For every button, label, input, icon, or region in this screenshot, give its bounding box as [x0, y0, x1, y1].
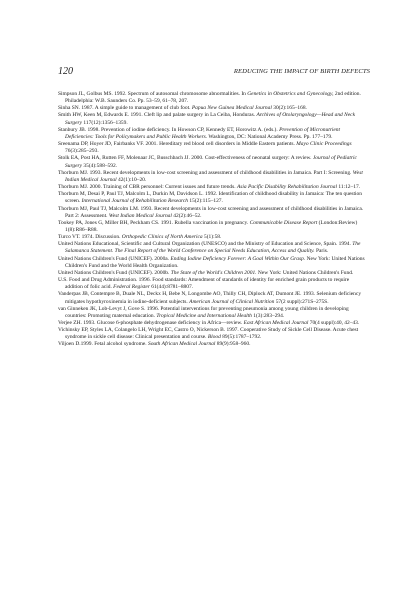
- page-number: 120: [58, 66, 73, 77]
- reference-entry: Smith HW, Keen M, Edwards E. 1991. Cleft lip and palate surgery in La Ceiba, Honduras. Archives of Otolaryngology—Head and Neck Surgery 117(12):1356–1359.: [58, 112, 355, 126]
- reference-entry: Vichinsky EP, Styles LA, Colangelo LH, Wright EC, Castro O, Nickerson B. 1997. Cooperative Study of Sickle Cell Disease. Acute chest syndrome in sickle cell disease: Clinical presentation and course. Blood 89(5):1787–1792.: [58, 327, 359, 341]
- reference-entry: Thorburn M, Desai P, Paul TJ, Malcolm L, Durkin M, Davidson L. 1992. Identification of childhood disability in Jamaica: The ten question screen. International Journal of Rehabilitation Research 15(2):115–127.: [58, 191, 362, 205]
- reference-entry: United Nations Children's Fund (UNICEF). 2000b. The State of the World's Children 2001. New York: United Nations Children's Fund.: [58, 269, 354, 276]
- reference-entry: Sreenama DP, Hoyer JD, Fairbanks VF. 2001. Hereditary red blood cell disorders in Middle Eastern patients. Mayo Clinic Proceedings 76(3):285–293.: [58, 141, 352, 155]
- reference-entry: Verjee ZH. 1993. Glucose 6-phosphate dehydrogenase deficiency in Africa—review. East African Medical Journal 70(4 suppl):40, 42–43.: [58, 320, 360, 326]
- reference-entry: Vanderpas JB, Contempre B, Duale NL, Deckx H, Bebe N, Longombe AO, Thilly CH, Diplock AT, Dumont JE. 1993. Selenium deficiency mitigates hypothyroxinemia in iodine-deficient subjects. American Journal of Clinical Nutrition 57(2 suppl):271S–275S.: [58, 291, 362, 305]
- reference-entry: Thorburn MJ. 1993. Recent developments in low-cost screening and assessment of childhood disabilities in Jamaica. Part I: Screening. West Indian Medical Journal 42(1):10–20.: [58, 169, 363, 183]
- reference-entry: United Nations Educational, Scientific and Cultural Organization (UNESCO) and the Ministry of Education and Science, Spain. 1994. The Salamanca Statement. The Final Report of the World Conference on Special Needs Education, Access and Quality. Paris.: [58, 241, 361, 255]
- running-header: [58, 66, 370, 78]
- reference-entry: Tookey PA, Jones G, Miller BH, Peckham CS. 1991. Rubella vaccination in pregnancy. Communicable Disease Report (London:Review) 1(8):R86–R88.: [58, 219, 358, 233]
- reference-entry: Thorburn MJ, Paul TJ, Malcolm LM. 1993. Recent developments in low-cost screening and assessment of childhood disabilities in Jamaica. Part 2: Assessment. West Indian Medical Journal 42(2):46–52.: [58, 205, 364, 219]
- reference-list: [58, 91, 368, 349]
- reference-entry: Turco VT. 1974. Discussion. Orthopedic Clinics of North America 5(1):58.: [58, 234, 222, 241]
- reference-entry: Stolk EA, Post HA, Rutten FF, Molenaar JC, Busschbach JJ. 2000. Cost-effectiveness of neonatal surgery: A review. Journal of Pediatric Surgery 35(4):588–592.: [58, 155, 357, 169]
- reference-entry: United Nations Children's Fund (UNICEF). 2000a. Ending Iodine Deficiency Forever: A Goal Within Our Grasp. New York: United Nations Children's Fund and the World Health Organization.: [58, 255, 365, 269]
- reference-entry: Thorburn MJ. 2000. Training of CBR personnel: Current issues and future trends. Asia Pacific Disability Rehabilitation Journal 11:12–17.: [58, 184, 361, 191]
- reference-entry: Viljoen D.1999. Fetal alcohol syndrome. South African Medical Journal 89(9):958–960.: [58, 341, 251, 348]
- reference-entry: Sinha SN. 1987. A simple guide to management of club foot. Papua New Guinea Medical Journal 30(2):165–168.: [58, 105, 307, 112]
- running-title: REDUCING THE IMPACT OF BIRTH DEFECTS: [233, 68, 370, 75]
- reference-entry: van Ginneken JK, Lob-Levyt J, Gove S. 1996. Potential interventions for preventing pneumonia among young children in developing countries: Promoting maternal education. Tropical Medicine and International Health 1(3):283–294.: [58, 305, 349, 319]
- reference-entry: Stanbury JB. 1998. Prevention of iodine deficiency. In Howson CP, Kennedy ET, Horowitz A. (eds.). Prevention of Micronutrient Deficiencies: Tools for Policymakers and Public Health Workers. Washington, DC: National Academy Press. Pp. 177–179.: [58, 126, 340, 140]
- reference-entry: Simpson JL, Golbus MS. 1992. Spectrum of autosomal chromosome abnormalities. In Genetics in Obstetrics and Gynecology, 2nd edition. Philadelphia: W.B. Saunders Co. Pp. 53–59, 61–78, 207.: [58, 91, 361, 105]
- reference-entry: U.S. Food and Drug Administration. 1996. Food standards: Amendment of standards of identity for enriched grain products to require addition of folic acid. Federal Register 61(44):8781–8807.: [58, 277, 350, 291]
